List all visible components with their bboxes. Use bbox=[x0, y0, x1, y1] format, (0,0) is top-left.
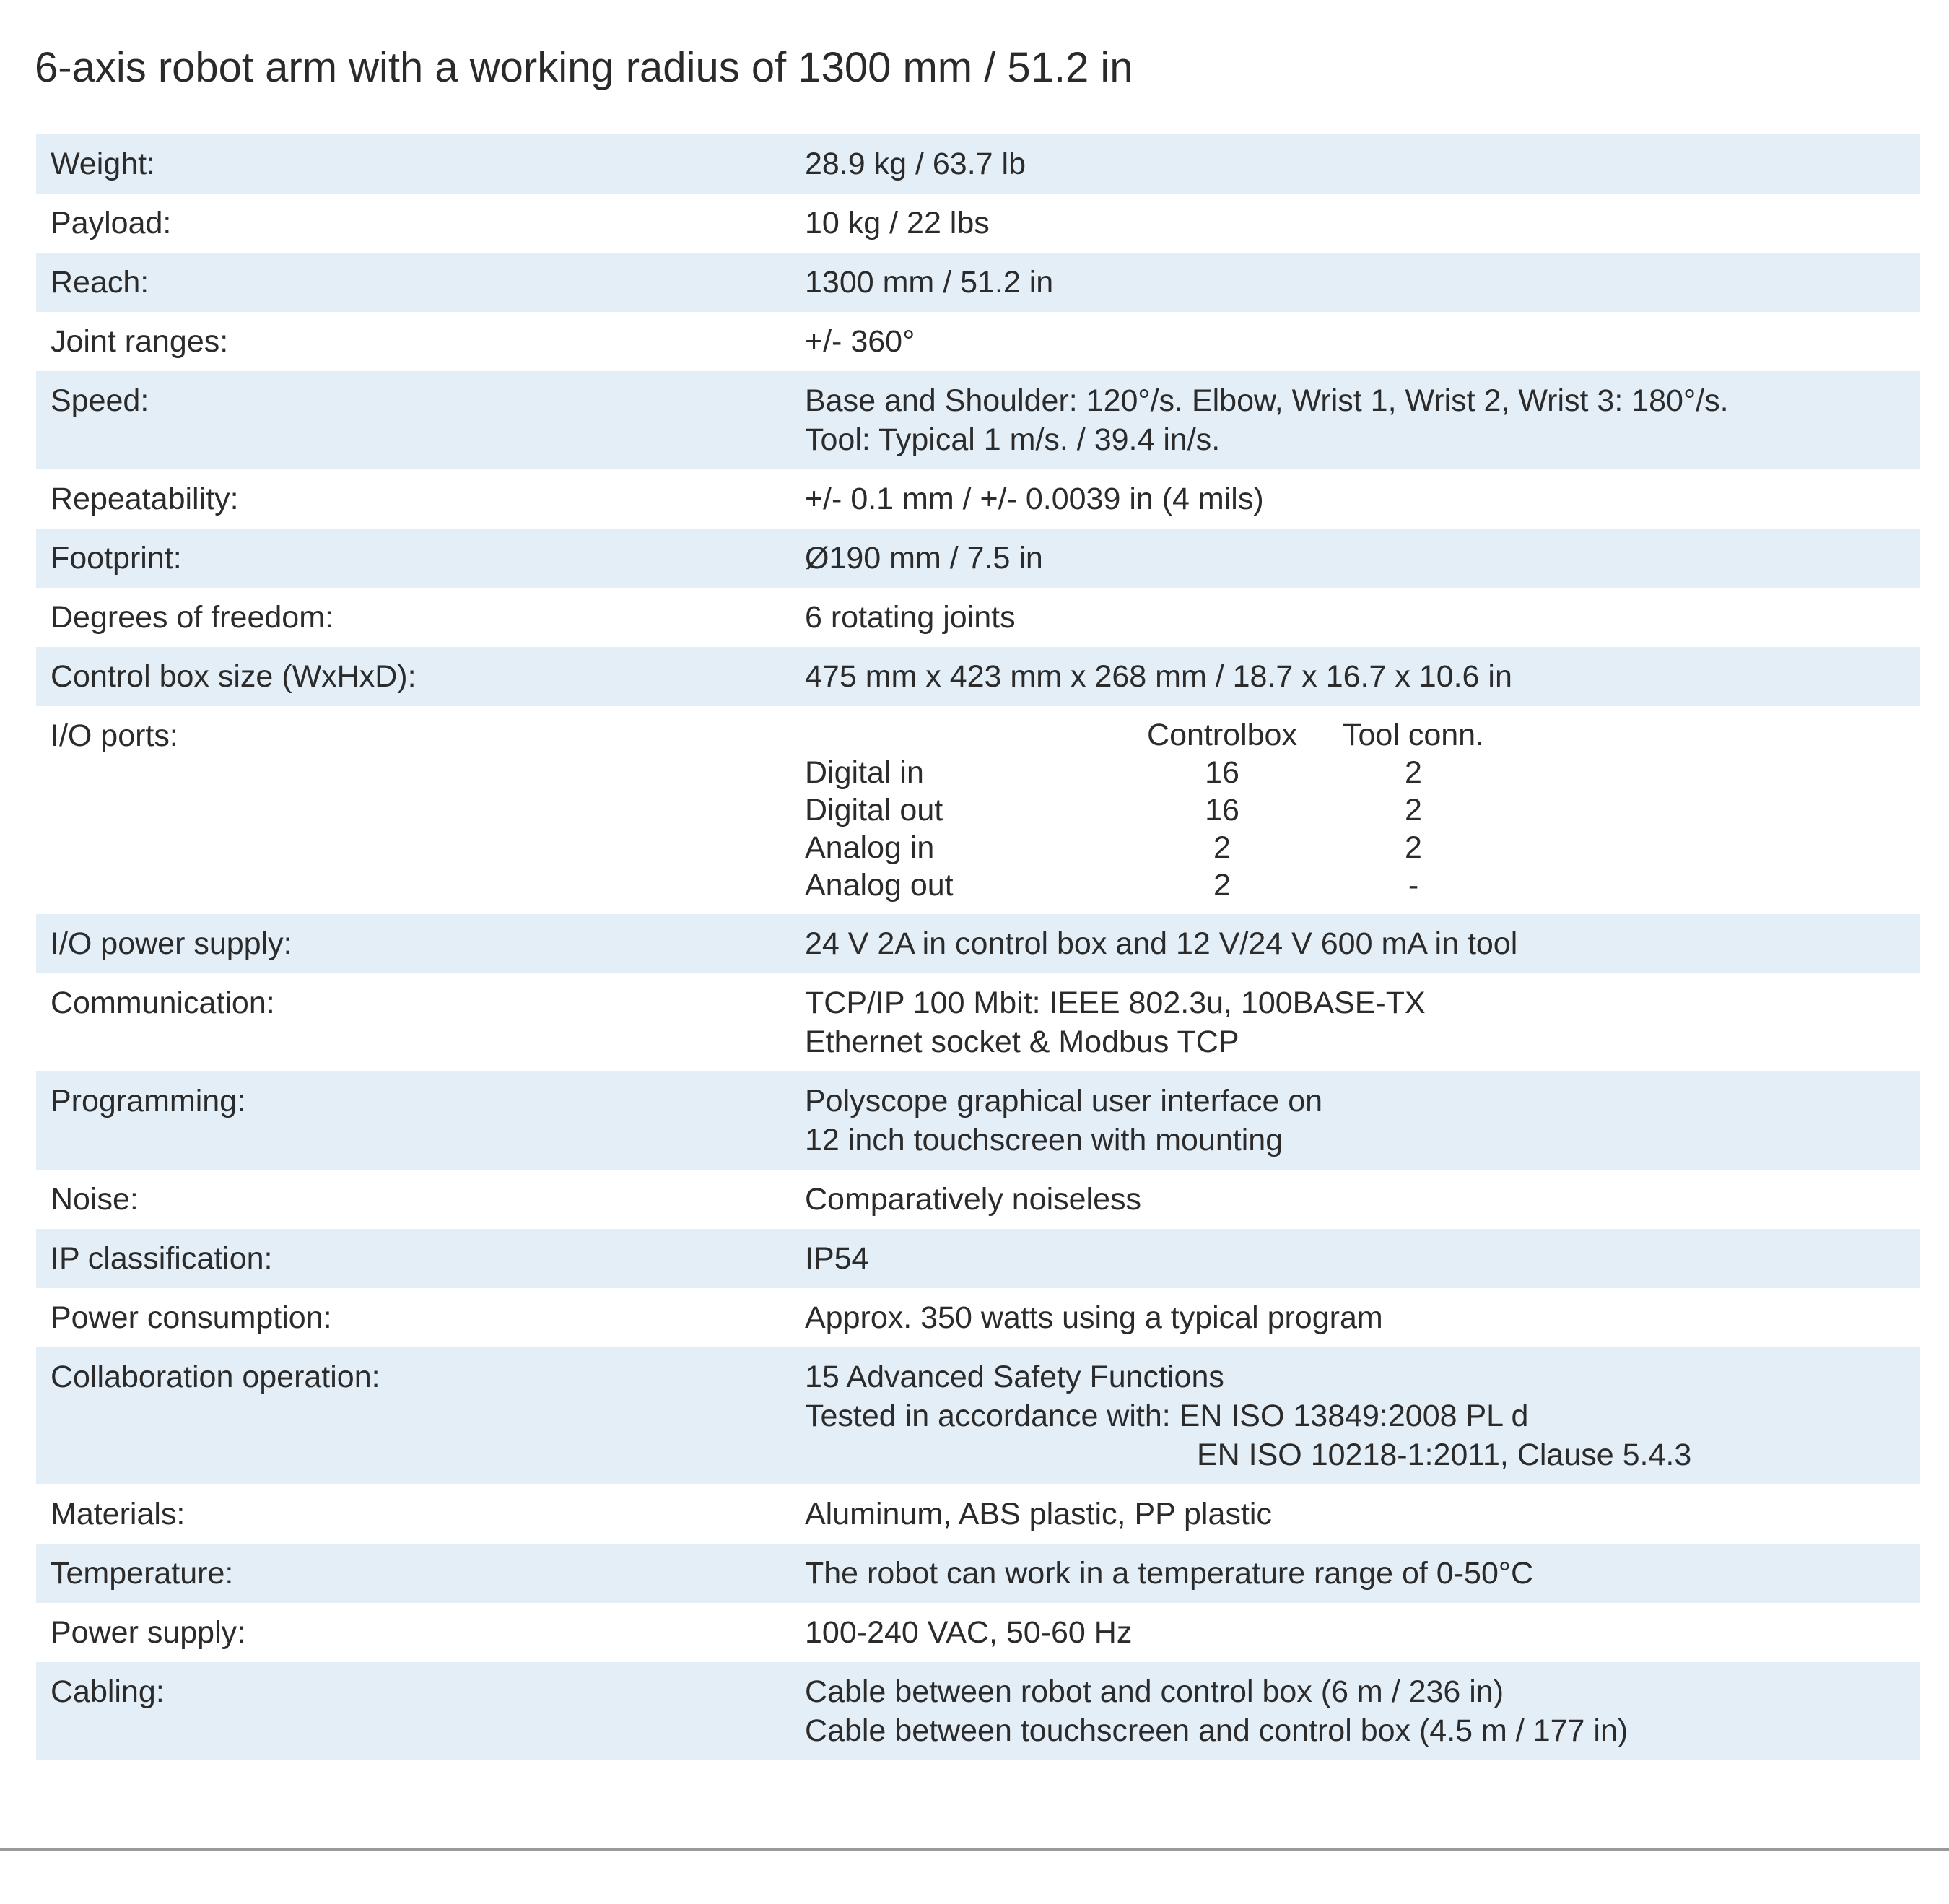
spec-value-line: Tested in accordance with: EN ISO 13849:2008 PL d bbox=[805, 1399, 1529, 1433]
spec-label: Materials: bbox=[51, 1497, 186, 1531]
spec-value bbox=[805, 657, 1906, 696]
spec-label: Speed: bbox=[51, 383, 149, 418]
spec-value bbox=[805, 924, 1906, 963]
spec-value-line: TCP/IP 100 Mbit: IEEE 802.3u, 100BASE-TX bbox=[805, 986, 1426, 1020]
spec-row-power-consumption bbox=[36, 1288, 1920, 1347]
spec-row-power-supply bbox=[36, 1603, 1920, 1662]
spec-value bbox=[805, 1672, 1906, 1750]
io-row-controlbox: 2 bbox=[1213, 868, 1231, 903]
spec-label: Power consumption: bbox=[51, 1300, 332, 1335]
spec-value-line: Cable between robot and control box (6 m / 236 in) bbox=[805, 1674, 1504, 1709]
io-row-controlbox: 16 bbox=[1205, 755, 1239, 790]
spec-value-line: 475 mm x 423 mm x 268 mm / 18.7 x 16.7 x 10.6 in bbox=[805, 659, 1512, 694]
spec-value bbox=[805, 1298, 1906, 1337]
spec-value bbox=[805, 539, 1906, 578]
spec-value bbox=[805, 983, 1906, 1061]
spec-row-degrees-of-freedom bbox=[36, 588, 1920, 647]
io-header-blank bbox=[805, 716, 1133, 754]
spec-value-line: 24 V 2A in control box and 12 V/24 V 600 mA in tool bbox=[805, 926, 1518, 961]
spec-value-line: Approx. 350 watts using a typical program bbox=[805, 1300, 1383, 1335]
spec-value-line: +/- 360° bbox=[805, 324, 915, 359]
spec-value-line: Ø190 mm / 7.5 in bbox=[805, 541, 1043, 575]
spec-label: Reach: bbox=[51, 265, 149, 300]
io-row-tool: 2 bbox=[1405, 755, 1422, 790]
spec-label: Temperature: bbox=[51, 1556, 234, 1591]
io-row-tool: 2 bbox=[1405, 793, 1422, 827]
spec-label: Weight: bbox=[51, 147, 155, 181]
spec-row-control-box-size bbox=[36, 647, 1920, 706]
spec-row-joint-ranges bbox=[36, 312, 1920, 371]
spec-row-payload bbox=[36, 194, 1920, 253]
spec-row-cabling bbox=[36, 1662, 1920, 1760]
io-row-controlbox: 2 bbox=[1213, 830, 1231, 865]
spec-value-line: 12 inch touchscreen with mounting bbox=[805, 1123, 1283, 1157]
spec-label: Footprint: bbox=[51, 541, 182, 575]
spec-row-collaboration-operation bbox=[36, 1347, 1920, 1484]
io-ports-table bbox=[805, 716, 1906, 904]
spec-value-line: Ethernet socket & Modbus TCP bbox=[805, 1025, 1239, 1059]
spec-value bbox=[805, 1239, 1906, 1278]
io-row-label: Analog out bbox=[805, 868, 954, 903]
spec-value bbox=[805, 322, 1906, 361]
spec-value bbox=[805, 204, 1906, 243]
spec-value bbox=[805, 1082, 1906, 1160]
spec-value bbox=[805, 598, 1906, 637]
spec-value-line: Tool: Typical 1 m/s. / 39.4 in/s. bbox=[805, 422, 1221, 457]
bottom-divider bbox=[0, 1848, 1949, 1851]
spec-row-reach bbox=[36, 253, 1920, 312]
spec-label: Noise: bbox=[51, 1182, 139, 1217]
spec-value-line: 100-240 VAC, 50-60 Hz bbox=[805, 1615, 1133, 1650]
io-row-label: Analog in bbox=[805, 830, 935, 865]
spec-value-line: Base and Shoulder: 120°/s. Elbow, Wrist 1, Wrist 2, Wrist 3: 180°/s. bbox=[805, 383, 1729, 418]
spec-row-io-ports bbox=[36, 706, 1920, 914]
spec-row-programming bbox=[36, 1071, 1920, 1170]
spec-value-line: Aluminum, ABS plastic, PP plastic bbox=[805, 1497, 1272, 1531]
spec-row-speed bbox=[36, 371, 1920, 469]
io-row-label: Digital in bbox=[805, 755, 924, 790]
spec-value bbox=[805, 1554, 1906, 1593]
spec-label: Repeatability: bbox=[51, 482, 239, 516]
spec-label: Power supply: bbox=[51, 1615, 246, 1650]
spec-row-ip-classification bbox=[36, 1229, 1920, 1288]
page-title: 6-axis robot arm with a working radius of 1300 mm / 51.2 in bbox=[35, 44, 1133, 91]
io-row-tool: - bbox=[1408, 868, 1419, 903]
spec-value-line: EN ISO 10218-1:2011, Clause 5.4.3 bbox=[1197, 1438, 1692, 1472]
spec-label: I/O ports: bbox=[51, 718, 178, 753]
spec-value-line: Polyscope graphical user interface on bbox=[805, 1084, 1323, 1118]
spec-label: Communication: bbox=[51, 986, 275, 1020]
io-header-tool-conn: Tool conn. bbox=[1342, 718, 1485, 752]
spec-value bbox=[805, 1357, 1906, 1474]
spec-row-weight bbox=[36, 134, 1920, 194]
spec-label: Degrees of freedom: bbox=[51, 600, 333, 635]
spec-value-line: IP54 bbox=[805, 1241, 869, 1276]
spec-label: IP classification: bbox=[51, 1241, 273, 1276]
spec-label: Payload: bbox=[51, 206, 172, 240]
io-row-label: Digital out bbox=[805, 793, 943, 827]
io-row-tool: 2 bbox=[1405, 830, 1422, 865]
spec-label: Control box size (WxHxD): bbox=[51, 659, 417, 694]
spec-value-line: 6 rotating joints bbox=[805, 600, 1016, 635]
spec-value-line: The robot can work in a temperature range of 0-50°C bbox=[805, 1556, 1534, 1591]
spec-row-footprint bbox=[36, 529, 1920, 588]
spec-table bbox=[36, 134, 1920, 1760]
spec-value bbox=[805, 1613, 1906, 1652]
spec-row-repeatability bbox=[36, 469, 1920, 529]
spec-row-materials bbox=[36, 1484, 1920, 1544]
spec-value-line: Comparatively noiseless bbox=[805, 1182, 1142, 1217]
spec-value bbox=[805, 381, 1906, 459]
spec-value-line: 10 kg / 22 lbs bbox=[805, 206, 990, 240]
spec-row-noise bbox=[36, 1170, 1920, 1229]
spec-label: Programming: bbox=[51, 1084, 246, 1118]
spec-value-line: 1300 mm / 51.2 in bbox=[805, 265, 1054, 300]
spec-value-line: +/- 0.1 mm / +/- 0.0039 in (4 mils) bbox=[805, 482, 1264, 516]
io-row-controlbox: 16 bbox=[1205, 793, 1239, 827]
spec-value-line: 15 Advanced Safety Functions bbox=[805, 1360, 1224, 1394]
spec-value bbox=[805, 263, 1906, 302]
spec-label: Collaboration operation: bbox=[51, 1360, 380, 1394]
spec-label: Joint ranges: bbox=[51, 324, 229, 359]
spec-label: I/O power supply: bbox=[51, 926, 292, 961]
spec-value bbox=[805, 144, 1906, 183]
spec-value-line: 28.9 kg / 63.7 lb bbox=[805, 147, 1026, 181]
spec-value bbox=[805, 479, 1906, 518]
spec-row-io-power-supply bbox=[36, 914, 1920, 973]
spec-value bbox=[805, 1495, 1906, 1534]
io-header-controlbox: Controlbox bbox=[1147, 718, 1297, 752]
spec-row-communication bbox=[36, 973, 1920, 1071]
spec-row-temperature bbox=[36, 1544, 1920, 1603]
spec-value-line: Cable between touchscreen and control box (4.5 m / 177 in) bbox=[805, 1713, 1628, 1748]
spec-label: Cabling: bbox=[51, 1674, 165, 1709]
spec-value bbox=[805, 1180, 1906, 1219]
